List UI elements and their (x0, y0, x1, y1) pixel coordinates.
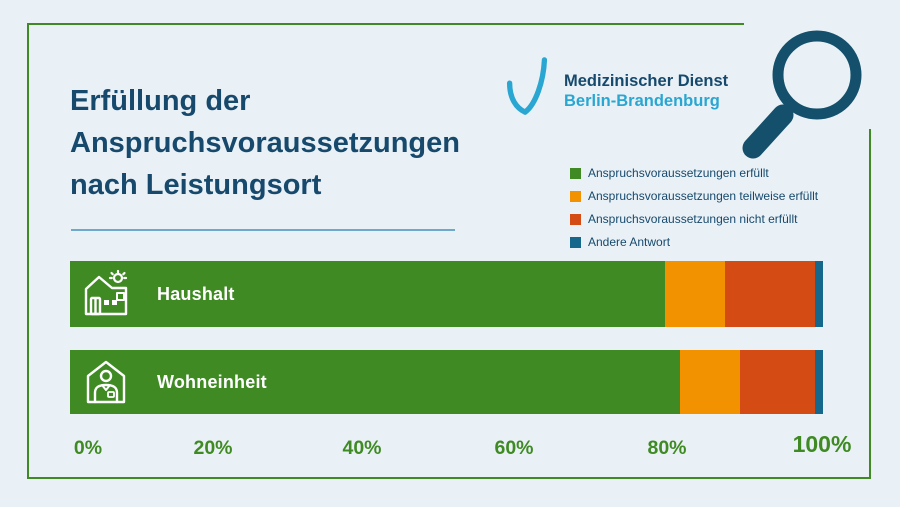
page-title-line: Anspruchsvoraussetzungen (70, 127, 460, 160)
logo-region-name: Berlin-Brandenburg (564, 91, 720, 110)
house-person-icon (81, 357, 131, 407)
bar-segment (815, 261, 823, 327)
magnifier-icon (737, 12, 872, 162)
legend-label: Anspruchsvoraussetzungen erfüllt (588, 166, 769, 180)
legend-label: Anspruchsvoraussetzungen teilweise erfüllt (588, 189, 819, 203)
bar-segment (815, 350, 823, 414)
title-divider (71, 229, 455, 231)
bar-overlay (70, 261, 235, 327)
bar-row-wohneinheit (70, 350, 823, 414)
x-axis (70, 431, 852, 468)
bar-overlay (70, 350, 267, 414)
axis-tick-label: 0% (73, 437, 103, 459)
axis-tick-label: 60% (494, 437, 534, 459)
legend-item (570, 235, 818, 249)
legend-item (570, 212, 818, 226)
legend-item (570, 166, 818, 180)
bar-segment (665, 261, 725, 327)
bar-segment (740, 350, 815, 414)
logo-checkmark-icon (499, 55, 557, 117)
axis-tick-label: 20% (193, 437, 233, 459)
legend (570, 166, 818, 249)
legend-swatch (570, 214, 581, 225)
legend-swatch (570, 191, 581, 202)
bar-label: Wohneinheit (157, 371, 267, 392)
legend-label: Andere Antwort (588, 235, 671, 249)
bar-segment (680, 350, 740, 414)
legend-item (570, 189, 818, 203)
house-sun-icon (81, 269, 131, 319)
legend-swatch (570, 237, 581, 248)
bar-row-haushalt (70, 261, 823, 327)
axis-tick-label: 80% (647, 437, 687, 459)
logo-org-name: Medizinischer Dienst (564, 72, 729, 90)
page-title-line: Erfüllung der (70, 85, 251, 117)
legend-label: Anspruchsvoraussetzungen nicht erfüllt (588, 212, 798, 226)
logo-text (564, 72, 728, 112)
bar-segment (725, 261, 815, 327)
page-title-line: nach Leistungsort (70, 169, 322, 202)
axis-tick-label: 40% (342, 437, 382, 459)
page-title (70, 80, 540, 206)
axis-tick-label: 100% (792, 431, 852, 457)
legend-swatch (570, 168, 581, 179)
bar-label: Haushalt (157, 283, 235, 304)
